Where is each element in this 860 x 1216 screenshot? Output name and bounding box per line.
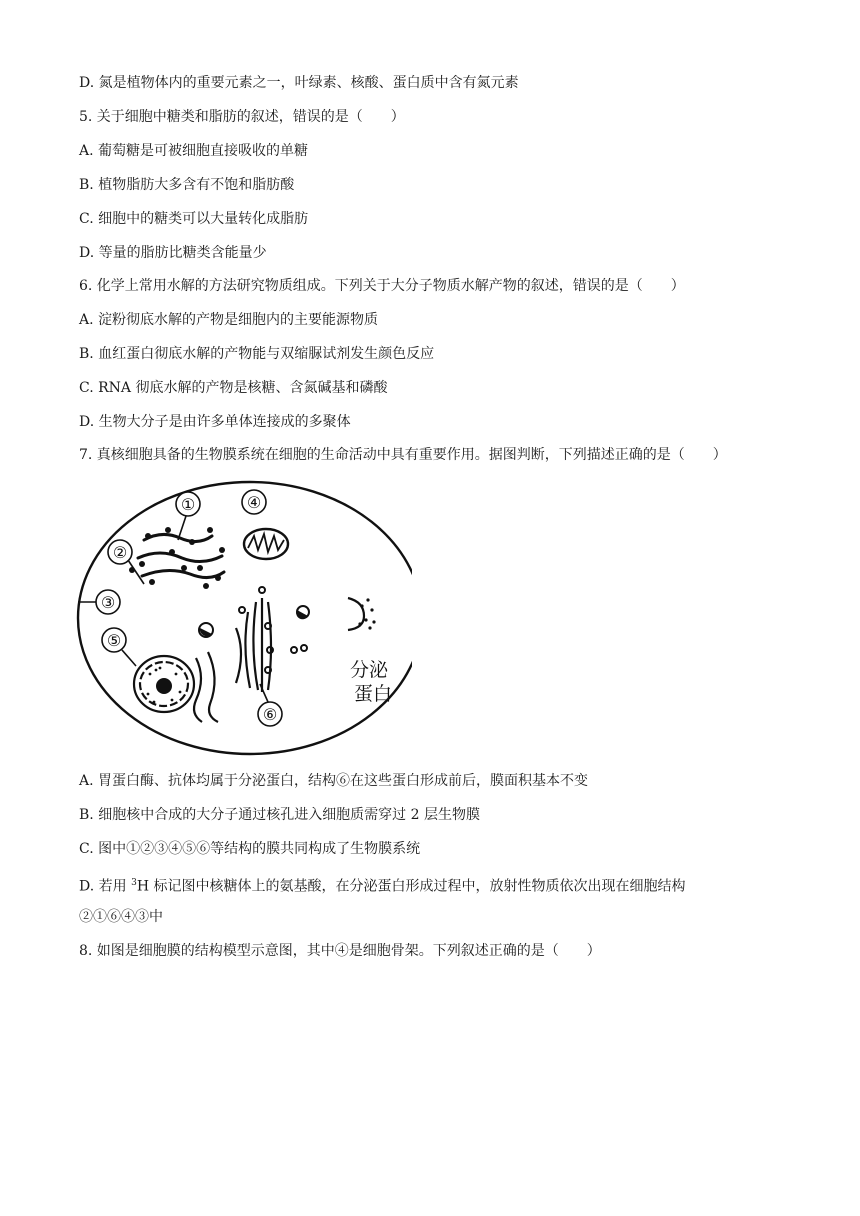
secretion-bulge bbox=[348, 598, 364, 630]
q5-option-c: C. 细胞中的糖类可以大量转化成脂肪 bbox=[79, 211, 309, 227]
q7-option-d bbox=[79, 873, 685, 897]
q7-stem: 7. 真核细胞具备的生物膜系统在细胞的生命活动中具有重要作用。据图判断，下列描述正确的是（ ） bbox=[79, 447, 727, 463]
nucleolus bbox=[156, 678, 172, 694]
mitochondrion bbox=[244, 529, 288, 559]
label-4: ④ bbox=[246, 493, 262, 512]
q5-option-a: A. 葡萄糖是可被细胞直接吸收的单糖 bbox=[79, 143, 309, 159]
q8-stem: 8. 如图是细胞膜的结构模型示意图，其中④是细胞骨架。下列叙述正确的是（ ） bbox=[79, 943, 601, 959]
q7-option-a: A. 胃蛋白酶、抗体均属于分泌蛋白，结构⑥在这些蛋白形成前后，膜面积基本不变 bbox=[79, 773, 589, 789]
q7-option-d-prefix: D. 若用 bbox=[79, 878, 132, 895]
q7-option-d-sup: 3 bbox=[131, 878, 137, 888]
q6-option-d: D. 生物大分子是由许多单体连接成的多聚体 bbox=[79, 414, 351, 430]
secretion-label-line2: 蛋白 bbox=[354, 683, 393, 705]
q6-option-c: C. RNA 彻底水解的产物是核糖、含氮碱基和磷酸 bbox=[79, 380, 388, 396]
secretion-label-line1: 分泌 bbox=[350, 659, 389, 681]
q6-option-a: A. 淀粉彻底水解的产物是细胞内的主要能源物质 bbox=[79, 312, 379, 328]
cell-membrane bbox=[78, 482, 412, 754]
label-6: ⑥ bbox=[262, 705, 278, 724]
cell-diagram bbox=[72, 478, 412, 756]
q7-option-b: B. 细胞核中合成的大分子通过核孔进入细胞质需穿过 2 层生物膜 bbox=[79, 807, 480, 823]
q5-stem: 5. 关于细胞中糖类和脂肪的叙述，错误的是（ ） bbox=[79, 109, 405, 125]
q6-stem: 6. 化学上常用水解的方法研究物质组成。下列关于大分子物质水解产物的叙述，错误的是（ ） bbox=[79, 278, 685, 294]
q5-option-b: B. 植物脂肪大多含有不饱和脂肪酸 bbox=[79, 177, 295, 193]
q4-option-d: D. 氮是植物体内的重要元素之一，叶绿素、核酸、蛋白质中含有氮元素 bbox=[79, 75, 519, 91]
q7-option-c: C. 图中①②③④⑤⑥等结构的膜共同构成了生物膜系统 bbox=[79, 841, 421, 857]
secreted-protein-dots bbox=[358, 598, 375, 629]
label-1: ① bbox=[180, 495, 196, 514]
q5-option-d: D. 等量的脂肪比糖类含能量少 bbox=[79, 245, 267, 261]
label-5: ⑤ bbox=[106, 631, 122, 650]
label-2: ② bbox=[112, 543, 128, 562]
q6-option-b: B. 血红蛋白彻底水解的产物能与双缩脲试剂发生颜色反应 bbox=[79, 346, 435, 362]
label-3: ③ bbox=[100, 593, 116, 612]
rough-er bbox=[138, 534, 224, 577]
q7-option-d-line2: ②①⑥④③中 bbox=[79, 909, 163, 925]
smooth-er bbox=[194, 652, 218, 722]
q7-option-d-rest: H 标记图中核糖体上的氨基酸，在分泌蛋白形成过程中，放射性物质依次出现在细胞结构 bbox=[136, 878, 686, 895]
